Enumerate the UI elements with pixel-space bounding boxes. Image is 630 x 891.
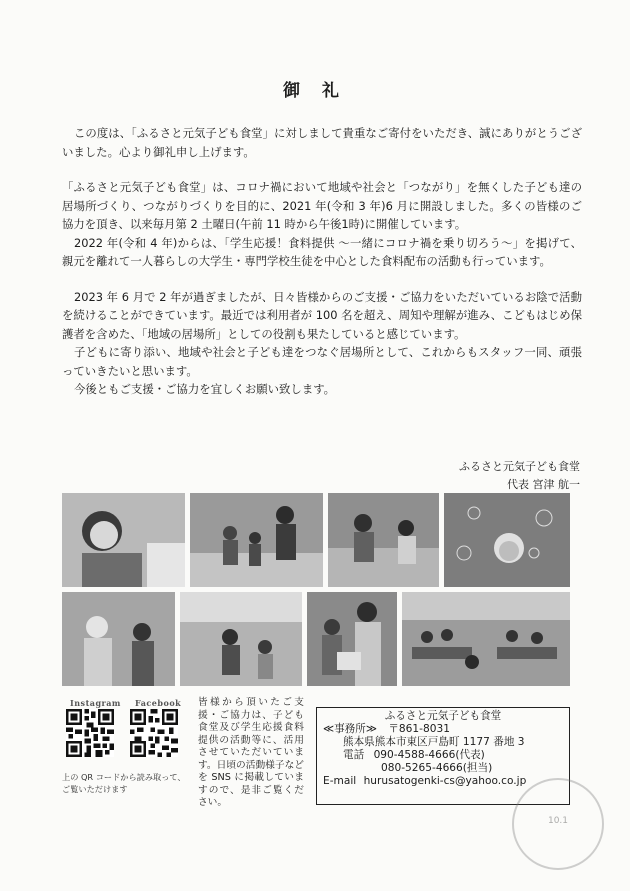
- instagram-qr-icon[interactable]: [66, 709, 114, 757]
- paragraph-commitment: 子どもに寄り添い、地域や社会と子ども達をつなぐ居場所として、これからもスタッフ一同、頑張っていきたいと思います。: [62, 345, 582, 378]
- phone-main[interactable]: 090-4588-4666(代表): [373, 749, 485, 761]
- photo-collage: [62, 493, 570, 686]
- photo-bubbles: [444, 493, 570, 587]
- contact-address: 熊本県熊本市東区戸島町 1177 番地 3: [343, 736, 525, 748]
- facebook-qr-icon[interactable]: [130, 709, 178, 757]
- email-address[interactable]: hurusatogenki-cs@yahoo.co.jp: [363, 775, 527, 787]
- phone-secondary[interactable]: 080-5265-4666(担当): [381, 762, 493, 774]
- email-label: E-mail: [323, 775, 357, 787]
- photo-play-area: [180, 592, 302, 686]
- support-notice: 皆様から頂いたご支援・ご協力は、子ども食堂及び学生応援食料提供の活動等に、活用させていただいています。日頃の活動様子などを SNS に掲載していますので、是非ご覧ください。: [198, 697, 304, 808]
- paragraph-closing: 今後ともご支援・ご協力を宜しくお願い致します。: [74, 382, 336, 396]
- qr-caption: 上の QR コードから読み取って、ご覧いただけます: [62, 772, 186, 794]
- postal-code: 〒861-8031: [388, 723, 450, 735]
- photo-dining-hall: [402, 592, 570, 686]
- contact-phone-row: [317, 749, 569, 762]
- page-title: 御 礼: [283, 81, 347, 101]
- photo-santa-event: [62, 592, 175, 686]
- signature-representative: 代表 宮津 航一: [507, 478, 580, 491]
- stamp-date: 10.1: [547, 816, 569, 826]
- photo-child-eating: [62, 493, 185, 587]
- instagram-label: Instagram: [70, 698, 121, 708]
- contact-name: ふるさと元気子ども食堂: [384, 710, 502, 722]
- paragraph-student-support: 2022 年(令和 4 年)からは、「学生応援！食料提供 ～一緒にコロナ禍を乗り切ろう～」を掲げて、親元を離れて一人暮らしの大学生・専門学校生徒を中心とした食料配布の活動も行っています。: [62, 235, 582, 268]
- phone-label: 電話: [343, 749, 365, 761]
- paragraph-thanks: この度は、「ふるさと元気子ども食堂」に対しまして貴重なご寄付をいただき、誠にありがとうございました。心より御礼申し上げます。: [62, 126, 582, 159]
- paragraph-about: 「ふるさと元気子ども食堂」は、コロナ禍において地域や社会と「つながり」を無くした子ども達の居場所づくり、つながりづくりを目的に、2021 年(令和 3 年)6 月に開設しました。多くの皆様のご協力を頂き、以来毎月第 2 土曜日(午前 11 時から午後1時)に開催しています。: [62, 180, 582, 231]
- signature: [459, 458, 580, 494]
- signature-org: ふるさと元気子ども食堂: [459, 460, 580, 473]
- photo-kids-playing: [328, 493, 439, 587]
- photo-group-activity: [190, 493, 323, 587]
- contact-office-row: [317, 723, 569, 736]
- letter-body: [62, 124, 582, 399]
- facebook-label: Facebook: [135, 698, 182, 708]
- office-label: ≪事務所≫: [323, 723, 377, 735]
- photo-food-distribution: [307, 592, 397, 686]
- paragraph-progress: 2023 年 6 月で 2 年が過ぎましたが、日々皆様からのご支援・ご協力をいただいているお陰で活動を続けることができています。最近では利用者が 100 名を超え、周知や理解が進み、こどもはじめ保護者を含めた、「地域の居場所」としての役割も果たしていると感じています。: [62, 289, 582, 341]
- postmark-stamp: [512, 778, 604, 870]
